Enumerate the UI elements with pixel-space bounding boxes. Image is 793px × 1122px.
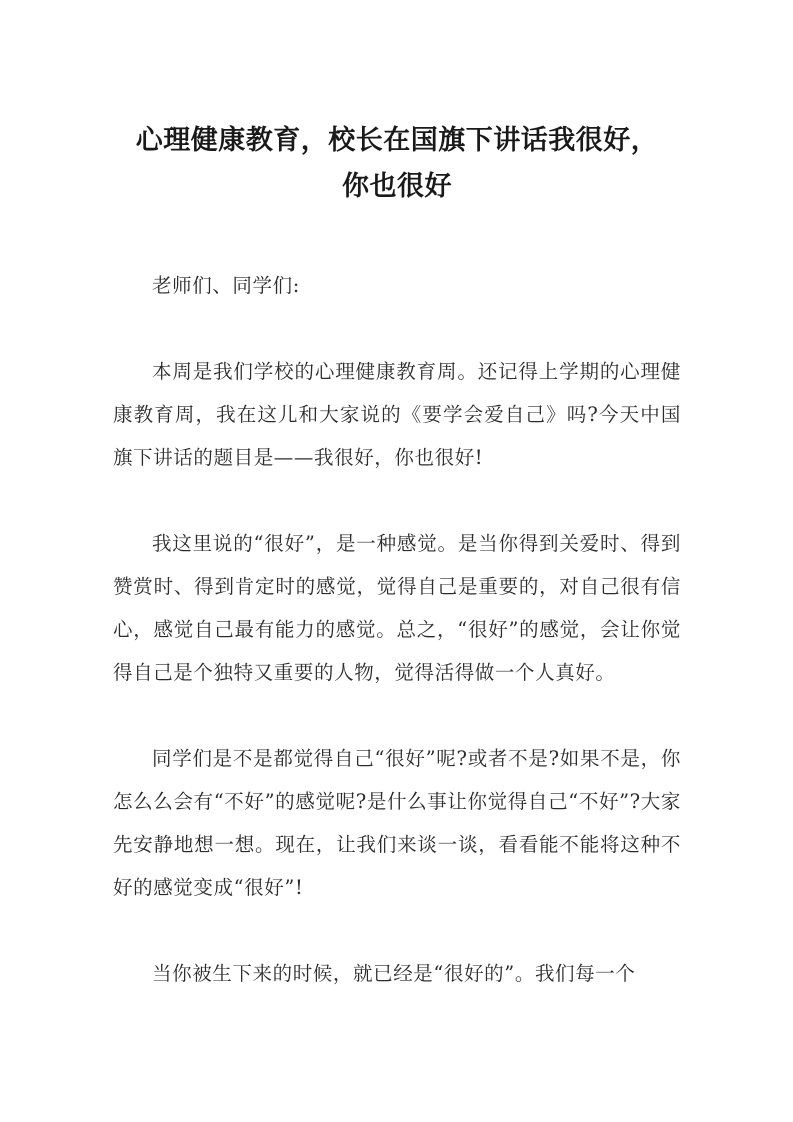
page-title-line-1: 心理健康教育，校长在国旗下讲话我很好， [135,125,659,156]
page-title-line-2: 你也很好 [342,171,452,202]
document-content [113,264,681,995]
body-paragraph-1: 本周是我们学校的心理健康教育周。还记得上学期的心理健康教育周，我在这儿和大家说的《要学会爱自己》吗?今天中国旗下讲话的题目是——我很好，你也很好! [113,360,681,469]
salutation-paragraph: 老师们、同学们: [152,274,300,297]
page-title [113,0,681,210]
body-paragraph-2: 我这里说的“很好”，是一种感觉。是当你得到关爱时、得到赞赏时、得到肯定时的感觉，觉得自己是重要的，对自己很有信心，感觉自己最有能力的感觉。总之，“很好”的感觉，会让你觉得自己是个独特又重要的人物，觉得活得做一个人真好。 [113,532,681,684]
body-paragraph-3: 同学们是不是都觉得自己“很好”呢?或者不是?如果不是，你怎么么会有“不好”的感觉呢?是什么事让你觉得自己“不好”?大家先安静地想一想。现在，让我们来谈一谈，看看能不能将这种不好的感觉变成“很好”! [113,747,681,899]
document-body [113,0,681,995]
body-paragraph-4: 当你被生下来的时候，就已经是“很好的”。我们每一个 [152,962,636,985]
